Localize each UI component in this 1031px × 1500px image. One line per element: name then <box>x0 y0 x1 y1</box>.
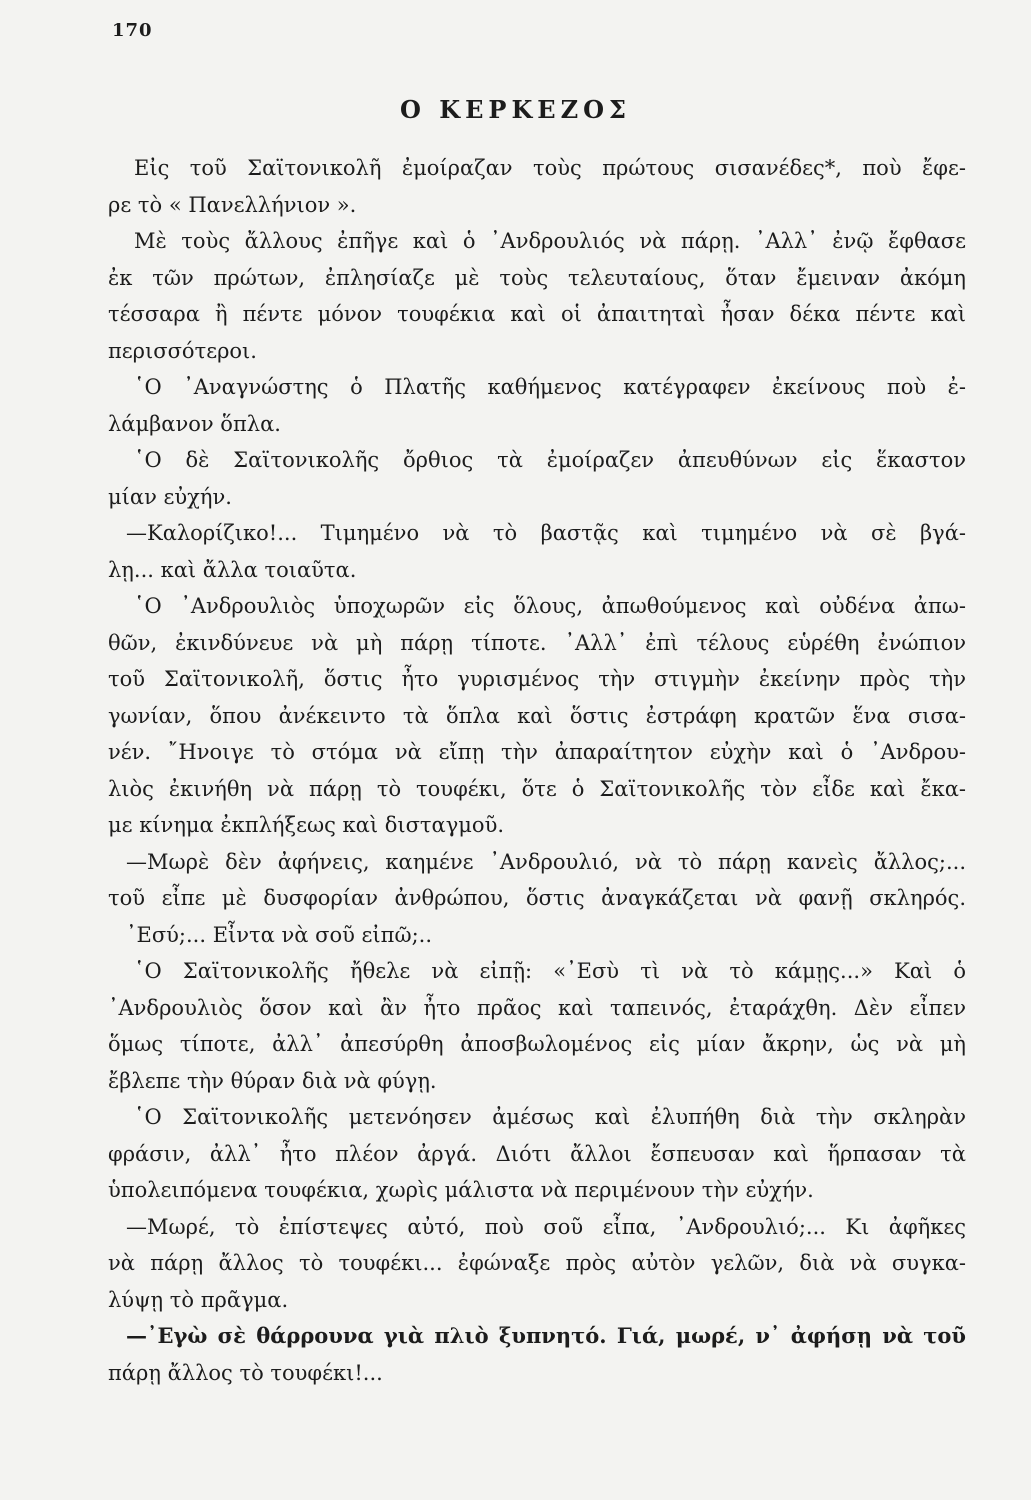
text-line: τοῦ εἶπε μὲ δυσφορίαν ἀνθρώπου, ὅστις ἀναγκάζεται νὰ φανῇ σκληρός. <box>108 886 966 910</box>
text-line: ᾿Εσύ;... Εἶντα νὰ σοῦ εἰπῶ;.. <box>126 922 433 947</box>
text-line: ᾿Ανδρουλιὸς ὅσον καὶ ἂν ἦτο πρᾶος καὶ ταπεινός, ἐταράχθη. Δὲν εἶπεν <box>108 995 966 1020</box>
text-line: λάμβανον ὅπλα. <box>108 411 281 436</box>
text-line: —Μωρὲ δὲν ἀφήνεις, καημένε ᾿Ανδρουλιό, νὰ τὸ πάρῃ κανεὶς ἄλλος;... <box>126 849 966 874</box>
text-line: πάρῃ ἄλλος τὸ τουφέκι!... <box>108 1360 383 1385</box>
text-line: τέσσαρα ἢ πέντε μόνον τουφέκια καὶ οἱ ἀπαιτηταὶ ἦσαν δέκα πέντε καὶ <box>108 302 966 326</box>
text-line: γωνίαν, ὅπου ἀνέκειντο τὰ ὅπλα καὶ ὅστις ἐστράφη κρατῶν ἕνα σισα- <box>108 703 966 728</box>
text-line: λύψῃ τὸ πρᾶγμα. <box>108 1287 289 1312</box>
text-line: ὑπολειπόμενα τουφέκια, χωρὶς μάλιστα νὰ περιμένουν τὴν εὐχήν. <box>108 1178 814 1202</box>
text-line: με κίνημα ἐκπλήξεως καὶ δισταγμοῦ. <box>108 813 505 837</box>
text-line: ῾Ο Σαϊτονικολῆς μετενόησεν ἀμέσως καὶ ἐλυπήθη διὰ τὴν σκληρὰν <box>134 1105 966 1129</box>
text-line: τοῦ Σαϊτονικολῆ, ὅστις ἦτο γυρισμένος τὴν στιγμὴν ἐκείνην πρὸς τὴν <box>108 667 966 691</box>
text-line: Μὲ τοὺς ἄλλους ἐπῆγε καὶ ὁ ᾿Ανδρουλιός νὰ πάρῃ. ᾿Αλλ᾿ ἐνῷ ἔφθασε <box>134 229 966 253</box>
text-line: ἔβλεπε τὴν θύραν διὰ νὰ φύγῃ. <box>108 1068 437 1093</box>
text-line: νὰ πάρῃ ἄλλος τὸ τουφέκι... ἐφώναξε πρὸς αὐτὸν γελῶν, διὰ νὰ συγκα- <box>108 1251 966 1275</box>
body-text <box>108 150 966 1391</box>
text-line: λῃ... καὶ ἄλλα τοιαῦτα. <box>108 557 357 582</box>
text-line: ῾Ο δὲ Σαϊτονικολῆς ὄρθιος τὰ ἐμοίραζεν ἀπευθύνων εἰς ἕκαστον <box>134 448 966 472</box>
text-line: ἐκ τῶν πρώτων, ἐπλησίαζε μὲ τοὺς τελευταίους, ὅταν ἔμειναν ἀκόμη <box>108 265 966 290</box>
text-line: —᾿Εγὼ σὲ θάρρουνα γιὰ πλιὸ ξυπνητό. Γιά, μωρέ, ν᾿ ἀφήσῃ νὰ τοῦ <box>126 1323 966 1348</box>
text-line: μίαν εὐχήν. <box>108 484 232 509</box>
text-line: ὅμως τίποτε, ἀλλ᾿ ἀπεσύρθη ἀποσβωλομένος εἰς μίαν ἄκρην, ὡς νὰ μὴ <box>108 1032 966 1056</box>
page-number: 170 <box>112 20 153 41</box>
text-line: νέν. ῎Ηνοιγε τὸ στόμα νὰ εἴπῃ τὴν ἀπαραίτητον εὐχὴν καὶ ὁ ᾿Ανδρου- <box>108 740 966 764</box>
text-line: θῶν, ἐκινδύνευε νὰ μὴ πάρῃ τίποτε. ᾿Αλλ᾿ ἐπὶ τέλους εὑρέθη ἐνώπιον <box>108 630 966 655</box>
text-line: λιὸς ἐκινήθη νὰ πάρῃ τὸ τουφέκι, ὅτε ὁ Σαϊτονικολῆς τὸν εἶδε καὶ ἔκα- <box>108 776 966 801</box>
text-line: ῾Ο Σαϊτονικολῆς ἤθελε νὰ εἰπῇ: «᾿Εσὺ τὶ νὰ τὸ κάμῃς...» Καὶ ὁ <box>134 959 966 983</box>
text-line: ῾Ο ᾿Αναγνώστης ὁ Πλατῆς καθήμενος κατέγραφεν ἐκείνους ποὺ ἐ- <box>134 375 966 399</box>
text-line: ῾Ο ᾿Ανδρουλιὸς ὑποχωρῶν εἰς ὅλους, ἀπωθούμενος καὶ οὐδένα ἀπω- <box>134 594 966 618</box>
text-line: περισσότεροι. <box>108 338 257 363</box>
text-line: Εἰς τοῦ Σαϊτονικολῆ ἐμοίραζαν τοὺς πρώτους σισανέδες*, ποὺ ἔφε- <box>134 156 966 180</box>
chapter-title: Ο ΚΕΡΚΕΖΟΣ <box>399 95 631 124</box>
text-line: ρε τὸ « Πανελλήνιον ». <box>108 192 357 217</box>
text-line: —Καλορίζικο!... Τιμημένο νὰ τὸ βαστᾷς καὶ τιμημένο νὰ σὲ βγά- <box>126 521 966 545</box>
text-line: —Μωρέ, τὸ ἐπίστεψες αὐτό, ποὺ σοῦ εἶπα, ᾿Ανδρουλιό;... Κι ἀφῆκες <box>126 1214 966 1239</box>
text-line: φράσιν, ἀλλ᾿ ἦτο πλέον ἀργά. Διότι ἄλλοι ἔσπευσαν καὶ ἥρπασαν τὰ <box>108 1141 966 1166</box>
